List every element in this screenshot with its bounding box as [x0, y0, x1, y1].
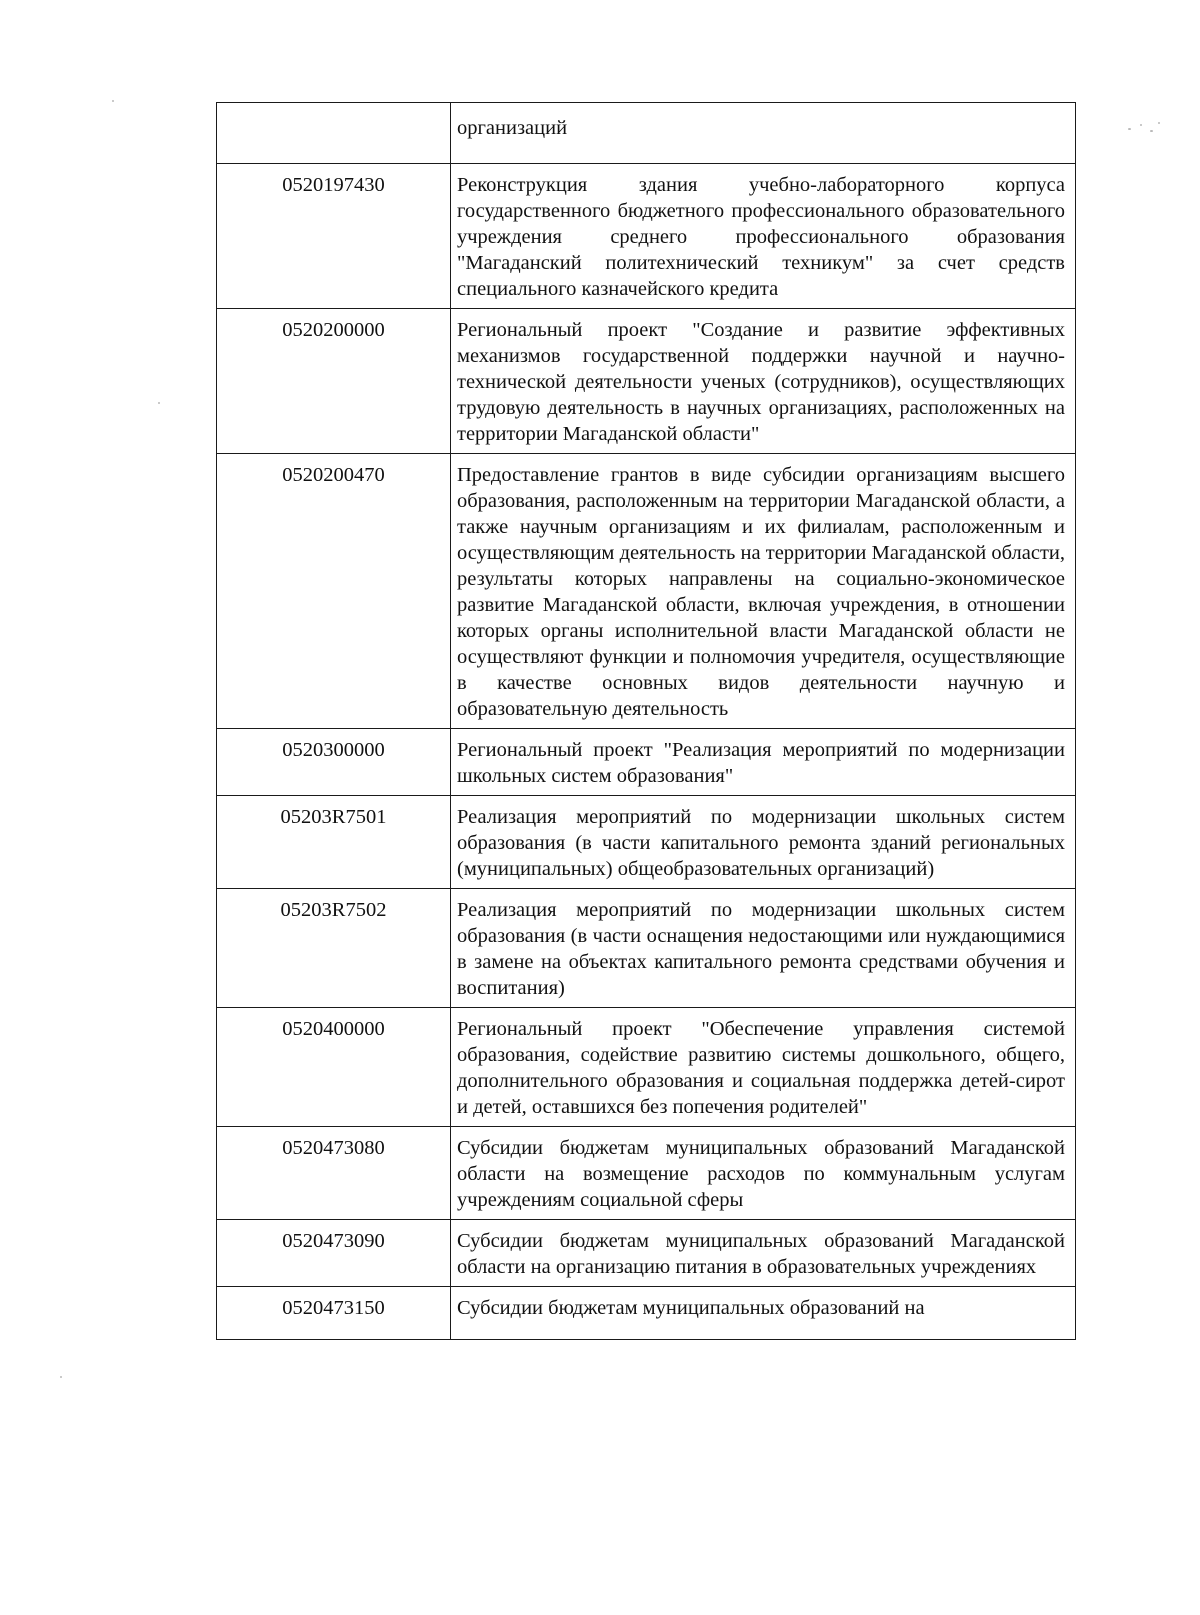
- code-cell: 05203R7502: [217, 889, 451, 1008]
- description-cell: Субсидии бюджетам муниципальных образований на: [451, 1287, 1076, 1340]
- code-cell: 0520400000: [217, 1008, 451, 1127]
- code-cell: 0520473080: [217, 1127, 451, 1220]
- table-row: [217, 454, 1076, 729]
- code-cell: [217, 103, 451, 164]
- code-cell: 0520197430: [217, 164, 451, 309]
- table-row: [217, 796, 1076, 889]
- scan-speck: [1150, 130, 1153, 132]
- description-cell: Реализация мероприятий по модернизации школьных систем образования (в части оснащения недостающими или нуждающимися в замене на объектах капитального ремонта средствами обучения и воспитания): [451, 889, 1076, 1008]
- description-cell: Реализация мероприятий по модернизации школьных систем образования (в части капитального ремонта зданий региональных (муниципальных) общеобразовательных организаций): [451, 796, 1076, 889]
- scan-speck: [1158, 122, 1160, 124]
- code-cell: 0520200000: [217, 309, 451, 454]
- table-row: [217, 1287, 1076, 1340]
- table-row: [217, 164, 1076, 309]
- description-cell: Предоставление грантов в виде субсидии организациям высшего образования, расположенным на территории Магаданской области, а также научным организациям и их филиалам, расположенным и осуществляющим деятельность на территории Магаданской области, результаты которых направлены на социально-экономическое развитие Магаданской области, включая учреждения, в отношении которых органы исполнительной власти Магаданской области не осуществляют функции и полномочия учредителя, осуществляющие в качестве основных видов деятельности научную и образовательную деятельность: [451, 454, 1076, 729]
- table-row: [217, 1008, 1076, 1127]
- description-cell: Субсидии бюджетам муниципальных образований Магаданской области на организацию питания в образовательных учреждениях: [451, 1220, 1076, 1287]
- scan-speck: [60, 1376, 62, 1378]
- table-row: [217, 309, 1076, 454]
- budget-codes-table: [216, 102, 1076, 1340]
- scan-speck: [1140, 124, 1142, 126]
- table-row: [217, 1127, 1076, 1220]
- description-cell: Региональный проект "Реализация мероприятий по модернизации школьных систем образования": [451, 729, 1076, 796]
- code-cell: 0520300000: [217, 729, 451, 796]
- scan-speck: [112, 100, 114, 102]
- table-row: [217, 1220, 1076, 1287]
- table-row: [217, 729, 1076, 796]
- description-cell: организаций: [451, 103, 1076, 164]
- description-cell: Субсидии бюджетам муниципальных образований Магаданской области на возмещение расходов по коммунальным услугам учреждениям социальной сферы: [451, 1127, 1076, 1220]
- description-cell: Реконструкция здания учебно-лабораторного корпуса государственного бюджетного профессионального образовательного учреждения среднего профессионального образования "Магаданский политехнический техникум" за счет средств специального казначейского кредита: [451, 164, 1076, 309]
- description-cell: Региональный проект "Создание и развитие эффективных механизмов государственной поддержки научной и научно-технической деятельности ученых (сотрудников), осуществляющих трудовую деятельность в научных организациях, расположенных на территории Магаданской области": [451, 309, 1076, 454]
- code-cell: 05203R7501: [217, 796, 451, 889]
- code-cell: 0520473150: [217, 1287, 451, 1340]
- code-cell: 0520473090: [217, 1220, 451, 1287]
- table-row: [217, 103, 1076, 164]
- scan-speck: [158, 402, 160, 404]
- table-row: [217, 889, 1076, 1008]
- code-cell: 0520200470: [217, 454, 451, 729]
- description-cell: Региональный проект "Обеспечение управления системой образования, содействие развитию системы дошкольного, общего, дополнительного образования и социальная поддержка детей-сирот и детей, оставшихся без попечения родителей": [451, 1008, 1076, 1127]
- scan-speck: [1128, 128, 1131, 130]
